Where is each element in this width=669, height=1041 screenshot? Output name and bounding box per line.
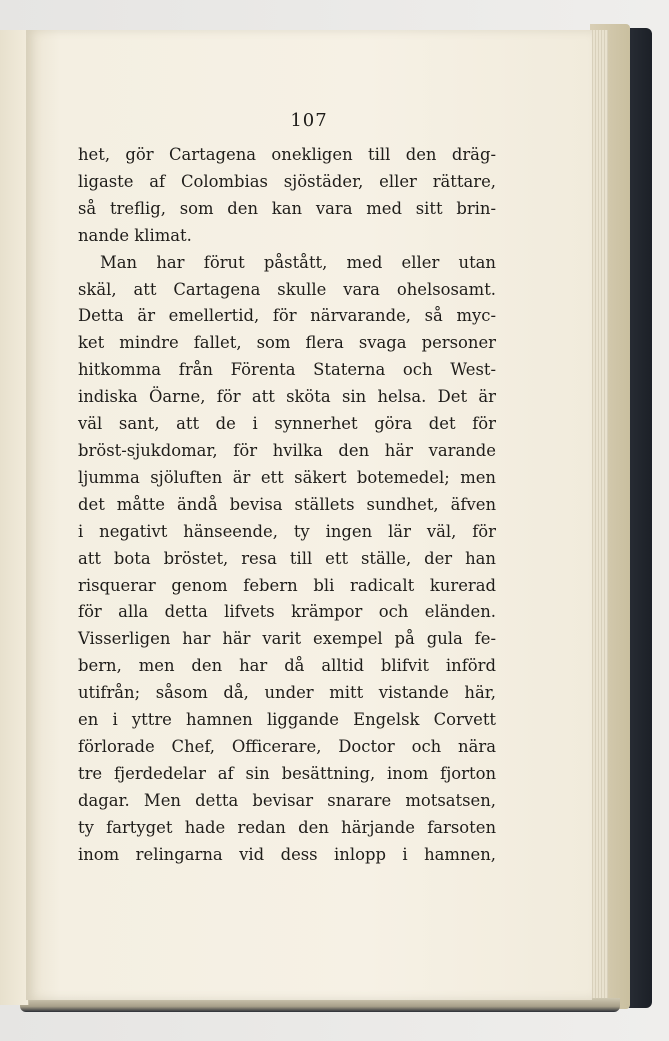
text-line: tre fjerdedelar af sin besättning, inom fjorton bbox=[78, 763, 496, 783]
text-line: dagar. Men detta bevisar snarare motsatsen, bbox=[78, 790, 496, 810]
book-bottom-edge bbox=[20, 998, 620, 1012]
text-line: det måtte ändå bevisa ställets sundhet, äfven bbox=[78, 494, 496, 514]
text-line: i negativt hänseende, ty ingen lär väl, för bbox=[78, 521, 496, 541]
text-line: indiska Öarne, för att sköta sin helsa. Det är bbox=[78, 387, 496, 407]
text-line: bern, men den har då alltid blifvit införd bbox=[78, 656, 496, 676]
text-line: för alla detta lifvets krämpor och eländen. bbox=[78, 602, 496, 622]
text-line: utifrån; såsom då, under mitt vistande här, bbox=[78, 683, 496, 703]
book-page bbox=[26, 30, 592, 1000]
text-line: väl sant, att de i synnerhet göra det för bbox=[78, 414, 496, 434]
text-line: att bota bröstet, resa till ett ställe, der han bbox=[78, 548, 496, 568]
text-line: Visserligen har här varit exempel på gula fe- bbox=[78, 629, 496, 649]
text-line: förlorade Chef, Officerare, Doctor och nära bbox=[78, 736, 496, 756]
text-line: inom relingarna vid dess inlopp i hamnen, bbox=[78, 844, 496, 864]
left-page-edge bbox=[0, 30, 29, 1005]
text-line: ty fartyget hade redan den härjande farsoten bbox=[78, 817, 496, 837]
text-line: hitkomma från Förenta Staterna och West- bbox=[78, 360, 496, 380]
text-line: nande klimat. bbox=[78, 225, 192, 245]
text-line: het, gör Cartagena onekligen till den dräg- bbox=[78, 145, 496, 164]
body-text bbox=[78, 142, 496, 868]
text-line: ligaste af Colombias sjöstäder, eller rättare, bbox=[78, 171, 496, 191]
text-line: bröst-sjukdomar, för hvilka den här varande bbox=[78, 440, 496, 460]
text-line: ket mindre fallet, som flera svaga personer bbox=[78, 333, 496, 353]
text-line: en i yttre hamnen liggande Engelsk Corvett bbox=[78, 710, 496, 730]
text-line: så treflig, som den kan vara med sitt brin- bbox=[78, 198, 496, 218]
text-line: risquerar genom febern bli radicalt kurerad bbox=[78, 575, 496, 595]
text-line: Detta är emellertid, för närvarande, så myc- bbox=[78, 306, 496, 326]
text-line: Man har förut påstått, med eller utan bbox=[100, 252, 496, 272]
page-number: 107 bbox=[290, 110, 328, 131]
text-line: ljumma sjöluften är ett säkert botemedel; men bbox=[78, 467, 496, 487]
text-line: skäl, att Cartagena skulle vara ohelsosamt. bbox=[78, 279, 496, 299]
